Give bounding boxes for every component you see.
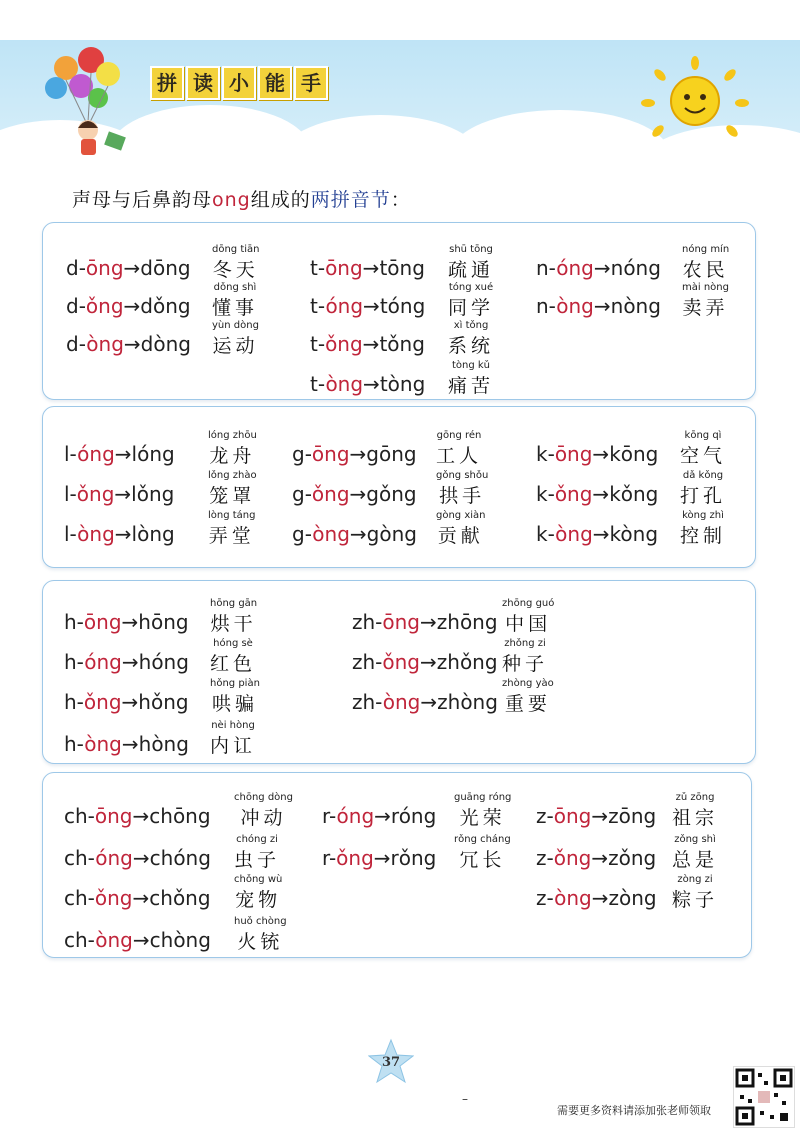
example-word [234,916,287,954]
word-pinyin: lóng zhōu [208,430,257,441]
word-hanzi: 懂事 [212,297,259,319]
result-syllable: rǒng [390,846,437,870]
word-pinyin: zǒng shì [674,834,716,845]
pinyin-spelling [64,804,211,828]
arrow-icon: → [592,442,610,466]
final-ong: ǒng [336,846,374,870]
arrow-icon: → [593,294,611,318]
final-ong: òng [84,732,122,756]
word-hanzi: 农民 [682,259,729,281]
initial: d- [66,332,87,356]
example-word [448,320,494,358]
word-hanzi: 重要 [504,693,551,715]
example-word [502,678,554,716]
initial: r- [322,804,337,828]
initial: n- [536,256,557,280]
initial: t- [310,332,326,356]
arrow-icon: → [591,886,609,910]
pinyin-spelling [64,442,175,466]
instruction-part: 声母与后鼻韵母 [72,189,213,211]
balloon-girl-illustration [36,42,136,160]
arrow-icon: → [591,804,609,828]
pinyin-spelling [64,690,189,714]
pinyin-spelling [64,482,174,506]
final-ong: ǒng [554,482,593,506]
arrow-icon: → [349,442,367,466]
instruction-text [72,185,411,212]
initial: t- [310,372,326,396]
pinyin-spelling [66,294,191,318]
initial: l- [64,442,78,466]
final-ong: ōng [553,804,592,828]
result-syllable: tòng [379,372,426,396]
title-char: 拼 [150,66,184,100]
result-syllable: chóng [149,846,211,870]
example-word [502,638,548,676]
initial: h- [64,650,85,674]
arrow-icon: → [121,690,139,714]
word-hanzi: 内讧 [210,735,257,757]
instruction-highlight: ong [212,189,251,211]
word-pinyin: kōng qì [684,430,722,441]
word-pinyin: tòng kǔ [451,360,491,371]
example-word [448,360,494,398]
word-hanzi: 粽子 [672,889,719,911]
word-hanzi: 笼罩 [209,485,256,507]
title-char: 读 [186,66,220,100]
word-hanzi: 系统 [448,335,495,357]
initial: zh- [352,690,383,714]
pinyin-spelling [310,332,425,356]
arrow-icon: → [121,732,139,756]
pinyin-spelling [310,372,425,396]
page-number-star [368,1038,414,1084]
result-syllable: lòng [131,522,175,546]
arrow-icon: → [362,332,380,356]
word-pinyin: tóng xué [448,282,494,293]
page-dash: – [462,1092,468,1106]
arrow-icon: → [132,846,150,870]
initial: d- [66,294,86,318]
arrow-icon: → [362,256,380,280]
word-hanzi: 火铳 [237,931,284,953]
initial: n- [536,294,557,318]
word-hanzi: 冲动 [240,807,287,829]
example-word [210,598,257,636]
word-pinyin: hóng sè [213,638,253,649]
word-hanzi: 种子 [502,653,549,675]
result-syllable: tōng [379,256,425,280]
word-hanzi: 卖弄 [682,297,729,319]
result-syllable: zòng [608,886,657,910]
word-hanzi: 疏通 [448,259,495,281]
result-syllable: zhōng [436,610,498,634]
arrow-icon: → [591,846,609,870]
arrow-icon: → [121,650,139,674]
word-pinyin: gǒng shǒu [436,470,489,481]
initial: ch- [64,928,96,952]
word-pinyin: dǒng shì [213,282,257,293]
final-ong: òng [86,332,124,356]
final-ong: ōng [325,256,363,280]
initial: g- [292,522,313,546]
qr-code-icon [734,1067,794,1127]
word-pinyin: zòng zi [677,874,713,885]
word-pinyin: nèi hòng [211,720,255,731]
arrow-icon: → [349,522,367,546]
example-word [454,834,511,872]
result-syllable: tǒng [379,332,425,356]
initial: h- [64,610,84,634]
initial: k- [536,522,556,546]
arrow-icon: → [420,650,437,674]
result-syllable: lǒng [131,482,175,506]
initial: t- [310,256,326,280]
pinyin-spelling [322,804,436,828]
initial: l- [64,522,78,546]
final-ong: ǒng [85,294,124,318]
final-ong: ǒng [94,886,133,910]
word-pinyin: chǒng wù [234,874,283,885]
word-hanzi: 痛苦 [448,375,495,397]
pinyin-spelling [310,256,425,280]
final-ong: òng [555,522,593,546]
example-word [208,470,257,508]
qr-code [733,1066,795,1128]
word-hanzi: 贡献 [437,525,484,547]
example-word [234,834,280,872]
word-pinyin: shū tōng [449,244,493,255]
pinyin-spelling [536,846,656,870]
pinyin-spelling [64,610,189,634]
example-word [210,678,260,716]
example-word [680,430,726,468]
example-word [212,282,258,320]
initial: z- [536,846,554,870]
word-hanzi: 龙舟 [209,445,256,467]
pinyin-spelling [536,482,658,506]
word-pinyin: zǔ zōng [675,792,715,803]
result-syllable: kǒng [609,482,659,506]
example-word [680,510,726,548]
word-hanzi: 中国 [505,613,552,635]
pinyin-spelling [310,294,425,318]
word-hanzi: 控制 [680,525,727,547]
pinyin-spelling [292,442,417,466]
initial: g- [292,442,312,466]
arrow-icon: → [374,804,391,828]
example-word [672,834,718,872]
pinyin-spelling [352,690,498,714]
footer-note: 需要更多资料请添加张老师领取 [557,1104,711,1117]
result-syllable: róng [390,804,437,828]
final-ong: ōng [85,256,124,280]
initial: z- [536,804,554,828]
pinyin-spelling [536,256,661,280]
arrow-icon: → [363,294,380,318]
example-word [672,792,718,830]
word-pinyin: dōng tiān [212,244,260,255]
result-syllable: gòng [366,522,417,546]
pinyin-spelling [64,928,211,952]
example-word [436,430,482,468]
word-pinyin: zhòng yào [502,678,554,689]
initial: d- [66,256,86,280]
word-pinyin: rǒng cháng [454,834,511,845]
instruction-emphasis: 两拼音节 [310,189,391,211]
title-char: 手 [294,66,328,100]
result-syllable: chǒng [149,886,211,910]
word-pinyin: huǒ chòng [234,916,287,927]
arrow-icon: → [363,372,380,396]
arrow-icon: → [114,522,132,546]
final-ong: òng [95,928,133,952]
result-syllable: hōng [138,610,189,634]
instruction-part: 组成的 [250,189,311,211]
final-ong: ǒng [83,690,122,714]
example-word [212,244,260,282]
result-syllable: dōng [140,256,191,280]
arrow-icon: → [123,332,141,356]
final-ong: óng [95,846,133,870]
pinyin-spelling [536,522,658,546]
word-pinyin: zhǒng zi [504,638,546,649]
example-word [672,874,718,912]
arrow-icon: → [592,522,610,546]
word-pinyin: mài nòng [682,282,729,293]
instruction-part: ： [390,189,411,211]
example-word [448,244,494,282]
final-ong: òng [554,886,592,910]
initial: r- [322,846,337,870]
result-syllable: tóng [379,294,426,318]
result-syllable: nòng [610,294,661,318]
word-hanzi: 光荣 [459,807,506,829]
initial: ch- [64,846,96,870]
result-syllable: zhǒng [436,650,498,674]
pinyin-spelling [66,332,191,356]
example-word [208,510,256,548]
arrow-icon: → [132,928,150,952]
pinyin-spelling [322,846,436,870]
arrow-icon: → [349,482,367,506]
pinyin-spelling [536,294,661,318]
result-syllable: zǒng [608,846,657,870]
word-hanzi: 宠物 [235,889,282,911]
final-ong: ōng [382,610,420,634]
initial: zh- [352,650,383,674]
result-syllable: kōng [609,442,659,466]
title-char: 小 [222,66,256,100]
arrow-icon: → [132,804,150,828]
pinyin-spelling [64,650,189,674]
word-pinyin: dǎ kǒng [682,470,724,481]
final-ong: ōng [94,804,133,828]
arrow-icon: → [132,886,150,910]
final-ong: ǒng [553,846,592,870]
example-word [210,638,256,676]
result-syllable: gǒng [366,482,417,506]
word-pinyin: hǒng piàn [210,678,260,689]
word-hanzi: 虫子 [234,849,281,871]
final-ong: ǒng [325,332,363,356]
word-hanzi: 总是 [672,849,719,871]
final-ong: ōng [311,442,350,466]
example-word [454,792,511,830]
initial: k- [536,442,555,466]
word-pinyin: chóng zi [236,834,278,845]
pinyin-spelling [64,522,175,546]
final-ong: òng [382,690,421,714]
word-hanzi: 冬天 [212,259,259,281]
initial: g- [292,482,312,506]
final-ong: óng [84,650,122,674]
example-word [234,792,293,830]
final-ong: òng [77,522,115,546]
word-pinyin: chōng dòng [234,792,293,803]
example-word [212,320,259,358]
word-pinyin: kòng zhì [682,510,724,521]
pinyin-spelling [64,732,189,756]
sun-icon [640,55,750,145]
result-syllable: lóng [131,442,175,466]
pinyin-spelling [292,522,417,546]
example-word [436,470,488,508]
section-title [150,66,328,100]
example-word [502,598,554,636]
arrow-icon: → [114,482,132,506]
pinyin-spelling [66,256,191,280]
final-ong: óng [336,804,375,828]
result-syllable: chōng [149,804,211,828]
arrow-icon: → [114,442,132,466]
pinyin-spelling [352,650,498,674]
result-syllable: zhòng [437,690,498,714]
initial: k- [536,482,555,506]
word-pinyin: lòng táng [208,510,256,521]
word-hanzi: 空气 [680,445,727,467]
word-hanzi: 哄骗 [211,693,258,715]
word-pinyin: guāng róng [454,792,512,803]
arrow-icon: → [420,690,438,714]
result-syllable: dǒng [140,294,191,318]
word-pinyin: nóng mín [682,244,730,255]
example-word [448,282,494,320]
word-hanzi: 弄堂 [208,525,255,547]
word-pinyin: zhōng guó [502,598,555,609]
result-syllable: zōng [608,804,657,828]
word-pinyin: xì tǒng [453,320,489,331]
pinyin-spelling [292,482,417,506]
initial: h- [64,732,85,756]
arrow-icon: → [123,256,141,280]
pinyin-spelling [536,442,658,466]
example-word [680,470,726,508]
result-syllable: hòng [138,732,189,756]
final-ong: ǒng [76,482,115,506]
final-ong: ǒng [311,482,350,506]
word-hanzi: 祖宗 [672,807,719,829]
final-ong: òng [325,372,364,396]
arrow-icon: → [420,610,437,634]
final-ong: ōng [554,442,593,466]
final-ong: óng [556,256,594,280]
example-word [436,510,486,548]
pinyin-spelling [64,846,211,870]
pinyin-spelling [536,804,656,828]
initial: ch- [64,804,95,828]
word-hanzi: 红色 [210,653,257,675]
pinyin-spelling [64,886,211,910]
initial: t- [310,294,326,318]
word-hanzi: 打孔 [680,485,727,507]
pinyin-spelling [352,610,498,634]
result-syllable: hóng [138,650,189,674]
final-ong: ǒng [382,650,420,674]
final-ong: óng [325,294,364,318]
final-ong: òng [312,522,350,546]
word-hanzi: 工人 [436,445,483,467]
result-syllable: kòng [609,522,659,546]
word-hanzi: 拱手 [439,485,486,507]
page-number: 37 [381,1055,401,1070]
initial: zh- [352,610,383,634]
word-hanzi: 同学 [448,297,495,319]
result-syllable: gōng [366,442,417,466]
final-ong: óng [77,442,115,466]
pinyin-spelling [536,886,657,910]
word-hanzi: 烘干 [210,613,257,635]
word-pinyin: gōng rén [436,430,482,441]
final-ong: ōng [83,610,122,634]
example-word [682,244,729,282]
initial: z- [536,886,555,910]
arrow-icon: → [121,610,139,634]
initial: h- [64,690,84,714]
result-syllable: chòng [149,928,211,952]
example-word [682,282,729,320]
word-hanzi: 冗长 [459,849,506,871]
word-hanzi: 运动 [212,335,259,357]
arrow-icon: → [592,482,610,506]
example-word [210,720,256,758]
arrow-icon: → [593,256,611,280]
result-syllable: dòng [140,332,191,356]
initial: l- [64,482,77,506]
arrow-icon: → [123,294,141,318]
example-word [208,430,257,468]
word-pinyin: gòng xiàn [436,510,486,521]
result-syllable: nóng [610,256,661,280]
example-word [234,874,282,912]
initial: ch- [64,886,95,910]
arrow-icon: → [373,846,391,870]
title-char: 能 [258,66,292,100]
final-ong: òng [556,294,594,318]
word-pinyin: hōng gān [210,598,258,609]
word-pinyin: yùn dòng [212,320,259,331]
word-pinyin: lǒng zhào [208,470,257,481]
result-syllable: hǒng [138,690,189,714]
